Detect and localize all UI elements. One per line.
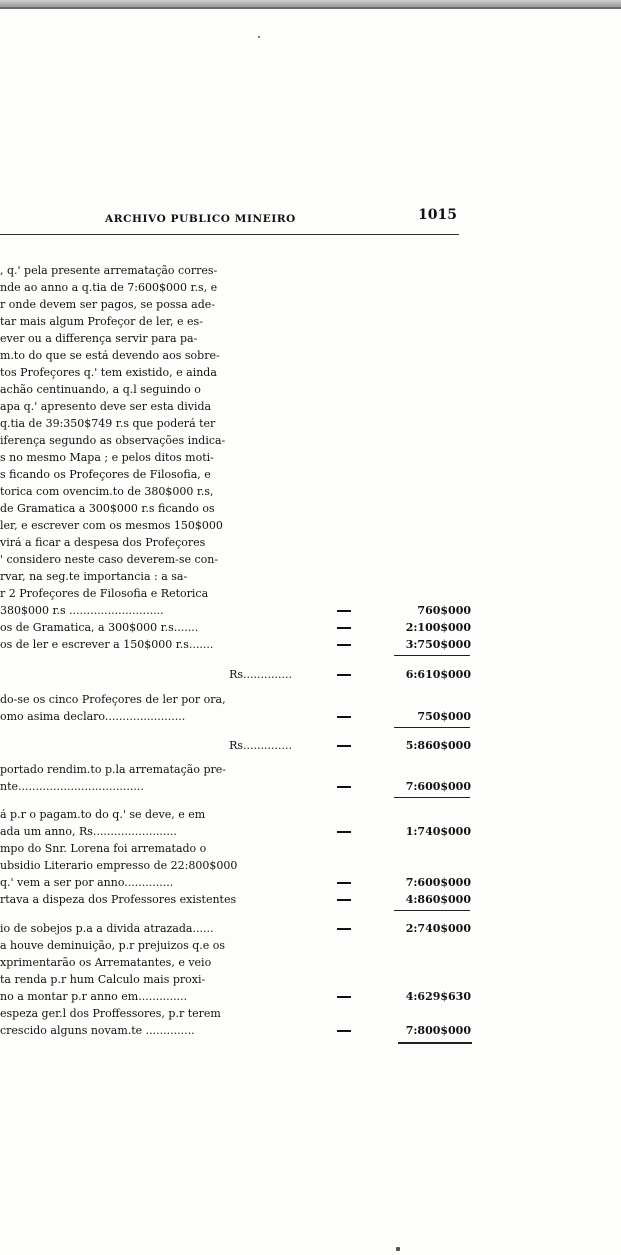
dash-mark — [337, 899, 351, 901]
dash-mark — [337, 627, 351, 629]
text-line: os de Gramatica, a 300$000 r.s....... — [0, 622, 199, 634]
text-line: espeza ger.l dos Proffessores, p.r terem — [0, 1008, 221, 1020]
dash-mark — [337, 674, 351, 676]
dash-mark — [337, 745, 351, 747]
text-line: rvar, na seg.te importancia : a sa- — [0, 571, 188, 583]
amount-value: 4:629$630 — [405, 990, 471, 1003]
amount-value: 7:800$000 — [405, 1024, 471, 1037]
sum-rule — [394, 910, 470, 911]
text-line: Rs.............. — [229, 669, 292, 681]
text-line: ta renda p.r hum Calculo mais proxi- — [0, 974, 206, 986]
text-line: portado rendim.to p.la arrematação pre- — [0, 764, 226, 776]
text-line: no a montar p.r anno em.............. — [0, 991, 188, 1003]
dash-mark — [337, 786, 351, 788]
amount-value: 7:600$000 — [405, 876, 471, 889]
text-line: do-se os cinco Profeçores de ler por ora, — [0, 694, 226, 706]
text-line: r onde devem ser pagos, se possa ade- — [0, 299, 216, 311]
text-line: torica com ovencim.to de 380$000 r.s, — [0, 486, 214, 498]
text-line: m.to do que se está devendo aos sobre- — [0, 350, 220, 362]
sum-rule — [398, 1042, 472, 1044]
text-line: achão centinuando, a q.l seguindo o — [0, 384, 201, 396]
page-top-shadow — [0, 7, 621, 9]
amount-value: 2:100$000 — [405, 621, 471, 634]
amount-value: 5:860$000 — [405, 739, 471, 752]
header-rule — [0, 234, 459, 235]
dash-mark — [337, 996, 351, 998]
amount-value: 750$000 — [417, 710, 471, 723]
sum-rule — [394, 797, 470, 798]
text-line: á p.r o pagam.to do q.' se deve, e em — [0, 809, 206, 821]
text-line: ubsidio Literario empresso de 22:800$000 — [0, 860, 238, 872]
text-line: ada um anno, Rs........................ — [0, 826, 177, 838]
amount-value: 4:860$000 — [405, 893, 471, 906]
header-title: ARCHIVO PUBLICO MINEIRO — [105, 213, 296, 225]
text-line: io de sobejos p.a a divida atrazada...... — [0, 923, 214, 935]
text-line: q.tia de 39:350$749 r.s que poderá ter — [0, 418, 216, 430]
text-line: apa q.' apresento deve ser esta divida — [0, 401, 212, 413]
page-top-edge — [0, 0, 621, 7]
page-number: 1015 — [418, 207, 457, 223]
text-line: s no mesmo Mapa ; e pelos ditos moti- — [0, 452, 214, 464]
text-line: nde ao anno a q.tia de 7:600$000 r.s, e — [0, 282, 218, 294]
amount-value: 7:600$000 — [405, 780, 471, 793]
text-line: 380$000 r.s ........................... — [0, 605, 164, 617]
text-line: virá a ficar a despesa dos Profeçores — [0, 537, 206, 549]
text-line: omo asima declaro....................... — [0, 711, 186, 723]
text-line: xprimentarão os Arrematantes, e veio — [0, 957, 212, 969]
text-line: nte.................................... — [0, 781, 144, 793]
dash-mark — [337, 882, 351, 884]
text-line: mpo do Snr. Lorena foi arrematado o — [0, 843, 207, 855]
text-line: iferença segundo as observações indica- — [0, 435, 226, 447]
text-line: tos Profeçores q.' tem existido, e ainda — [0, 367, 217, 379]
dash-mark — [337, 928, 351, 930]
text-line: , q.' pela presente arrematação corres- — [0, 265, 218, 277]
amount-value: 1:740$000 — [405, 825, 471, 838]
text-line: q.' vem a ser por anno.............. — [0, 877, 174, 889]
ink-speck — [396, 1247, 400, 1251]
text-line: crescido alguns novam.te .............. — [0, 1025, 195, 1037]
dash-mark — [337, 1030, 351, 1032]
dash-mark — [337, 644, 351, 646]
dash-mark — [337, 610, 351, 612]
amount-value: 6:610$000 — [405, 668, 471, 681]
text-line: ever ou a differença servir para pa- — [0, 333, 198, 345]
running-header — [100, 207, 459, 227]
text-line: os de ler e escrever a 150$000 r.s....... — [0, 639, 214, 651]
text-line: ler, e escrever com os mesmos 150$000 — [0, 520, 223, 532]
amount-value: 760$000 — [417, 604, 471, 617]
dash-mark — [337, 716, 351, 718]
amount-value: 3:750$000 — [405, 638, 471, 651]
text-line: rtava a dispeza dos Professores existentes — [0, 894, 237, 906]
text-line: tar mais algum Profeçor de ler, e es- — [0, 316, 203, 328]
sum-rule — [394, 655, 470, 656]
amount-value: 2:740$000 — [405, 922, 471, 935]
ink-speck — [258, 36, 260, 38]
dash-mark — [337, 831, 351, 833]
text-line: a houve deminuição, p.r prejuizos q.e os — [0, 940, 226, 952]
text-line: r 2 Profeçores de Filosofia e Retorica — [0, 588, 209, 600]
sum-rule — [394, 727, 470, 728]
text-line: s ficando os Profeçores de Filosofia, e — [0, 469, 211, 481]
text-line: de Gramatica a 300$000 r.s ficando os — [0, 503, 215, 515]
text-line: ' considero neste caso deverem-se con- — [0, 554, 219, 566]
text-line: Rs.............. — [229, 740, 292, 752]
